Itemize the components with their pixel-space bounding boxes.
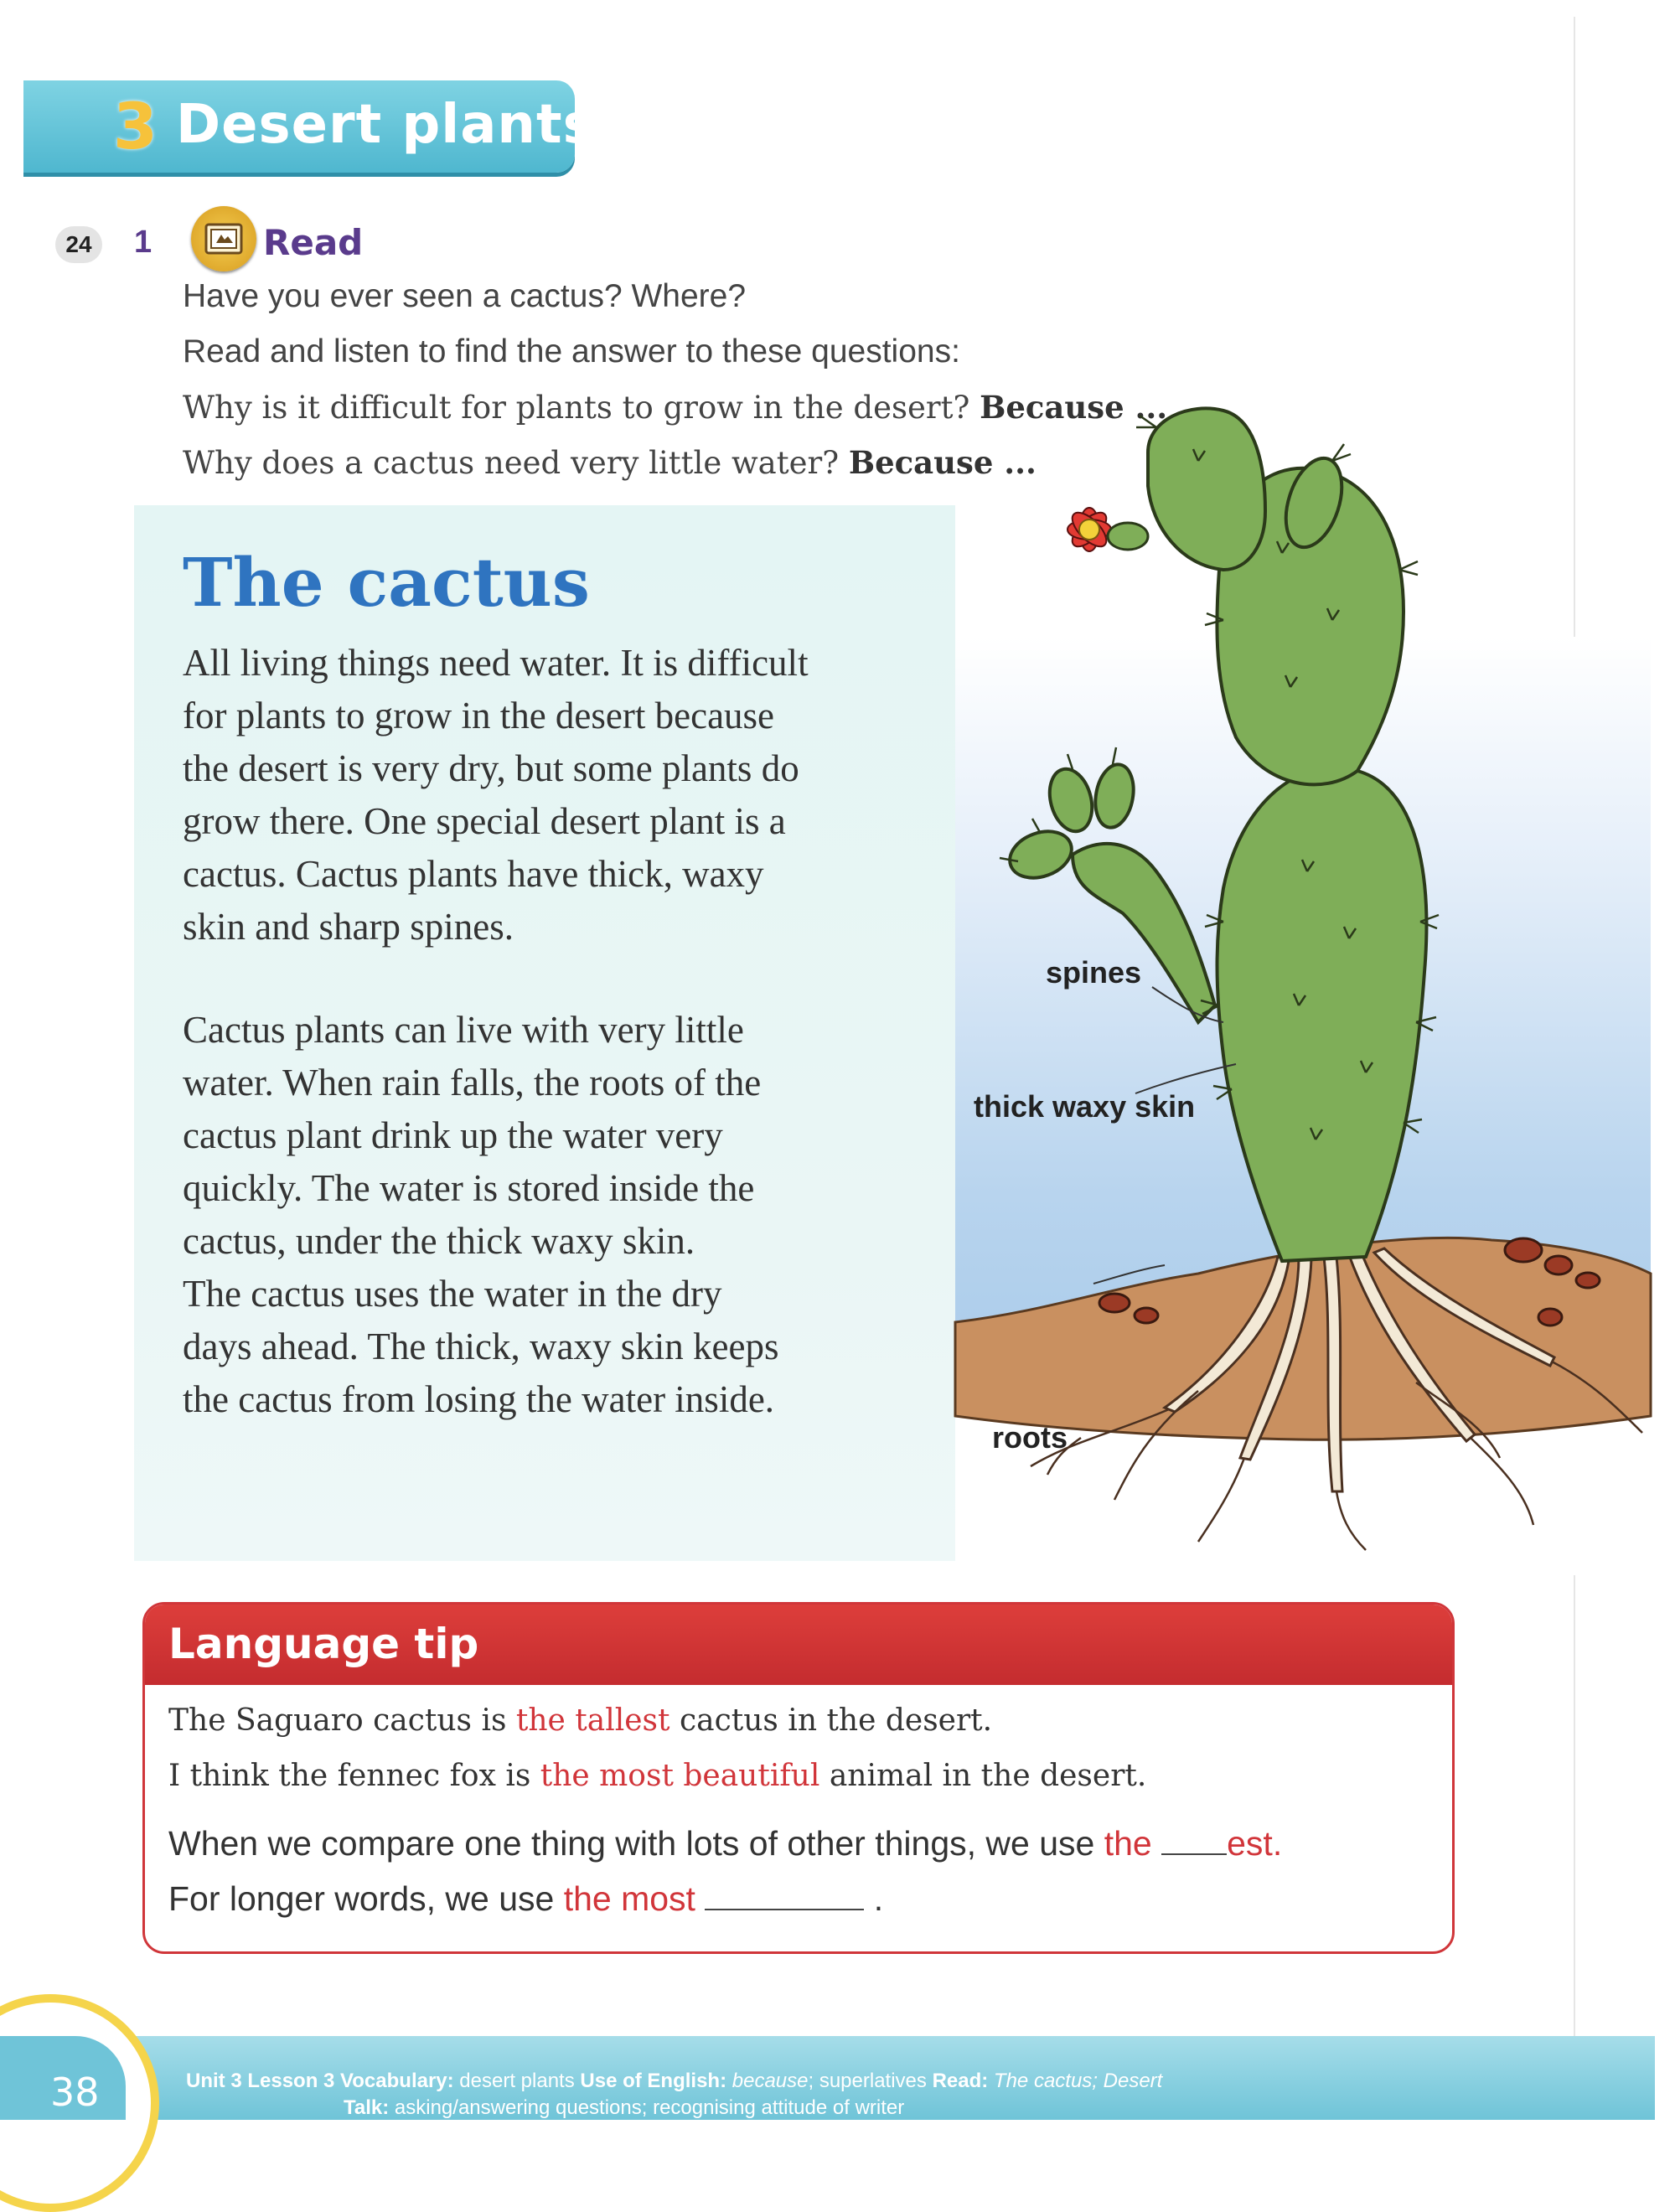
tip-rule-2-a: For longer words, we use [168,1879,564,1918]
tip-rule-1-est: est [1227,1824,1273,1863]
story-line: Cactus plants can live with very little [183,1009,744,1051]
story-line: The cactus uses the water in the dry [183,1273,722,1315]
label-spines: spines [1046,955,1142,990]
story-line: cactus, under the thick waxy skin. [183,1220,695,1262]
story-line: the cactus from losing the water inside. [183,1378,775,1420]
story-line: water. When rain falls, the roots of the [183,1062,762,1103]
footer-read-titles: The cactus; Desert [988,2070,1163,2092]
tip-example-2-highlight: the most beautiful [540,1759,820,1793]
tip-example-2 [168,1759,1146,1793]
language-tip-box [142,1602,1455,1954]
footer-talk-label: Talk: [344,2096,390,2119]
story-line: cactus. Cactus plants have thick, waxy [183,853,764,895]
question-2: Read and listen to find the answer to these questions: [183,333,960,370]
unit-number: 3 [113,89,158,163]
activity-label: Read [263,222,364,263]
story-line: skin and sharp spines. [183,906,514,948]
story-line: quickly. The water is stored inside the [183,1167,755,1209]
footer-talk: asking/answering questions; recognising attitude of writer [389,2096,905,2119]
story-line: grow there. One special desert plant is a [183,800,786,842]
story-line: days ahead. The thick, waxy skin keeps [183,1326,779,1367]
label-thick-waxy-skin: thick waxy skin [974,1089,1196,1124]
story-paragraph-1 [183,637,937,954]
footer-line-2 [344,2096,904,2120]
tip-rule-2-period: . [873,1879,884,1918]
page-title: Desert plants [176,94,596,156]
label-roots: roots [992,1420,1068,1455]
book-icon [191,206,256,271]
tip-rule-2 [168,1879,883,1919]
question-3-because: Because ... [980,389,1168,426]
story-line: All living things need water. It is difficult [183,642,809,684]
tip-rule-1-period: . [1272,1824,1283,1863]
blank-line [1161,1848,1227,1855]
tip-example-1 [168,1703,992,1738]
question-4-because: Because ... [848,444,1037,481]
blank-line [705,1904,864,1910]
footer-superlatives: ; superlatives [808,2070,933,2092]
question-4-text: Why does a cactus need very little water? [183,445,840,481]
footer-unit-vocab: Unit 3 Lesson 3 Vocabulary: [186,2070,454,2092]
story-paragraph-2 [183,1004,937,1426]
tip-rule-2-the-most: the most [563,1879,695,1918]
footer-vocab: desert plants [453,2070,581,2092]
story-title: The cactus [183,543,590,622]
page-number: 38 [50,2070,100,2115]
footer-because: because [726,2070,809,2092]
tip-example-1-a: The Saguaro cactus is [168,1703,516,1738]
tip-example-1-highlight: the tallest [515,1703,670,1738]
tip-rule-1-the: the [1104,1824,1152,1863]
question-1: Have you ever seen a cactus? Where? [183,278,747,314]
audio-track-badge[interactable]: 24 [55,226,102,263]
tip-example-1-c: cactus in the desert. [669,1703,993,1738]
footer-line-1 [186,2070,1162,2093]
story-line: the desert is very dry, but some plants do [183,747,799,789]
activity-number: 1 [134,225,153,260]
tip-rule-1 [168,1824,1282,1863]
tip-rule-1-a: When we compare one thing with lots of other things, we use [168,1824,1104,1863]
story-line: for plants to grow in the desert because [183,695,775,736]
question-4 [183,444,1037,481]
tip-example-2-a: I think the fennec fox is [168,1759,540,1793]
flower-icon [1067,507,1148,552]
language-tip-title: Language tip [168,1620,479,1668]
tip-example-2-c: animal in the desert. [819,1759,1147,1793]
story-line: cactus plant drink up the water very [183,1114,723,1156]
footer-read-label: Read: [932,2070,989,2092]
footer-use-of-english-label: Use of English: [580,2070,727,2092]
question-3-text: Why is it difficult for plants to grow in the desert? [183,390,970,426]
